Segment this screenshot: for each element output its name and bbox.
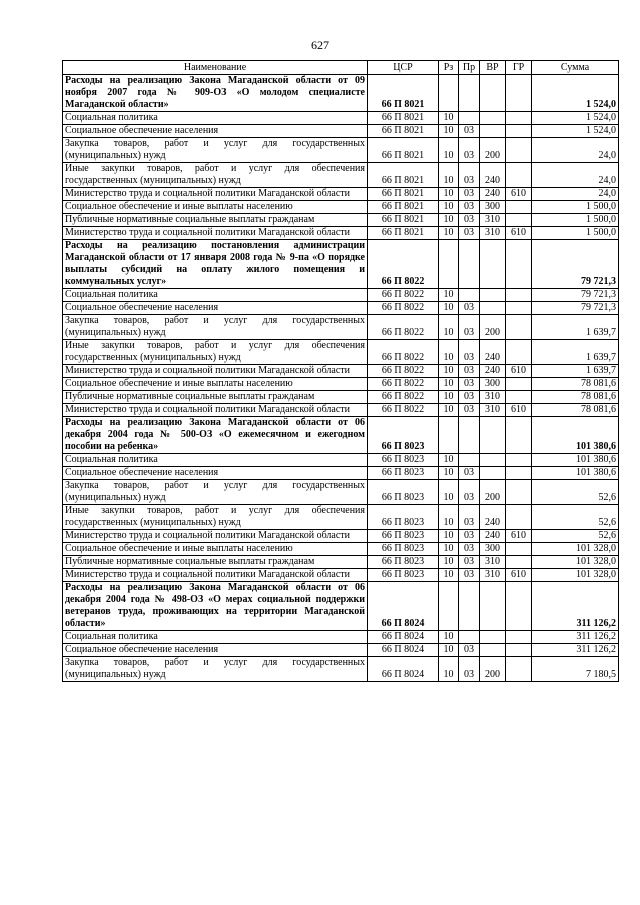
cell-sum: 79 721,3 xyxy=(532,289,619,302)
cell-csr: 66 П 8023 xyxy=(368,543,439,556)
cell-vr: 240 xyxy=(480,163,506,188)
cell-pr: 03 xyxy=(459,302,480,315)
cell-gr xyxy=(506,505,532,530)
cell-name: Расходы на реализацию постановления администрации Магаданской области от 17 января 2008 года № 9-па «О порядке выплаты субсидий на оплату жилого помещения и коммунальных услуг» xyxy=(63,240,368,289)
cell-name: Социальное обеспечение населения xyxy=(63,644,368,657)
cell-csr: 66 П 8021 xyxy=(368,214,439,227)
cell-sum: 311 126,2 xyxy=(532,644,619,657)
cell-name: Министерство труда и социальной политики Магаданской области xyxy=(63,227,368,240)
cell-csr: 66 П 8024 xyxy=(368,644,439,657)
cell-vr: 300 xyxy=(480,543,506,556)
cell-csr: 66 П 8022 xyxy=(368,302,439,315)
table-row xyxy=(63,138,619,163)
cell-vr: 300 xyxy=(480,201,506,214)
cell-csr: 66 П 8023 xyxy=(368,480,439,505)
cell-gr: 610 xyxy=(506,365,532,378)
cell-pr: 03 xyxy=(459,644,480,657)
cell-rz: 10 xyxy=(439,227,459,240)
cell-sum: 1 524,0 xyxy=(532,125,619,138)
cell-name: Публичные нормативные социальные выплаты гражданам xyxy=(63,556,368,569)
cell-vr xyxy=(480,240,506,289)
cell-gr xyxy=(506,556,532,569)
cell-vr xyxy=(480,75,506,112)
cell-csr: 66 П 8024 xyxy=(368,631,439,644)
cell-csr: 66 П 8024 xyxy=(368,582,439,631)
cell-name: Иные закупки товаров, работ и услуг для обеспечения государственных (муниципальных) нужд xyxy=(63,163,368,188)
cell-vr xyxy=(480,289,506,302)
table-row xyxy=(63,454,619,467)
table-row-section xyxy=(63,417,619,454)
cell-rz: 10 xyxy=(439,125,459,138)
cell-vr xyxy=(480,467,506,480)
cell-csr: 66 П 8022 xyxy=(368,289,439,302)
cell-name: Публичные нормативные социальные выплаты гражданам xyxy=(63,391,368,404)
cell-rz: 10 xyxy=(439,631,459,644)
cell-csr: 66 П 8021 xyxy=(368,125,439,138)
cell-csr: 66 П 8023 xyxy=(368,569,439,582)
cell-rz: 10 xyxy=(439,188,459,201)
cell-sum: 79 721,3 xyxy=(532,302,619,315)
cell-pr xyxy=(459,631,480,644)
cell-sum: 101 328,0 xyxy=(532,569,619,582)
cell-gr: 610 xyxy=(506,530,532,543)
cell-gr xyxy=(506,417,532,454)
cell-pr xyxy=(459,289,480,302)
cell-vr: 240 xyxy=(480,505,506,530)
cell-vr: 310 xyxy=(480,227,506,240)
table-row xyxy=(63,657,619,682)
cell-vr xyxy=(480,454,506,467)
cell-name: Иные закупки товаров, работ и услуг для обеспечения государственных (муниципальных) нужд xyxy=(63,340,368,365)
cell-sum: 1 500,0 xyxy=(532,214,619,227)
cell-sum: 101 328,0 xyxy=(532,543,619,556)
cell-rz: 10 xyxy=(439,340,459,365)
cell-sum: 79 721,3 xyxy=(532,240,619,289)
cell-vr xyxy=(480,112,506,125)
cell-name: Расходы на реализацию Закона Магаданской области от 06 декабря 2004 года № 498-ОЗ «О мерах социальной поддержки ветеранов труда, проживающих на территории Магаданской области» xyxy=(63,582,368,631)
table-row xyxy=(63,404,619,417)
cell-vr: 310 xyxy=(480,214,506,227)
table-row xyxy=(63,315,619,340)
cell-sum: 78 081,6 xyxy=(532,378,619,391)
table-row xyxy=(63,214,619,227)
table-row xyxy=(63,467,619,480)
cell-csr: 66 П 8021 xyxy=(368,227,439,240)
cell-gr xyxy=(506,289,532,302)
cell-name: Расходы на реализацию Закона Магаданской области от 06 декабря 2004 года № 500-ОЗ «О ежемесячном и ежегодном пособии на ребенка» xyxy=(63,417,368,454)
cell-csr: 66 П 8023 xyxy=(368,530,439,543)
cell-rz: 10 xyxy=(439,112,459,125)
cell-csr: 66 П 8022 xyxy=(368,240,439,289)
cell-vr: 310 xyxy=(480,556,506,569)
cell-name: Закупка товаров, работ и услуг для государственных (муниципальных) нужд xyxy=(63,138,368,163)
page-number: 627 xyxy=(311,38,329,52)
cell-name: Министерство труда и социальной политики Магаданской области xyxy=(63,530,368,543)
cell-gr xyxy=(506,631,532,644)
header-sum: Сумма xyxy=(532,61,619,75)
cell-vr: 200 xyxy=(480,315,506,340)
header-pr: Пр xyxy=(459,61,480,75)
cell-vr: 200 xyxy=(480,657,506,682)
cell-gr xyxy=(506,163,532,188)
cell-sum: 311 126,2 xyxy=(532,631,619,644)
table-row xyxy=(63,227,619,240)
table-row-section xyxy=(63,240,619,289)
cell-pr xyxy=(459,454,480,467)
cell-csr: 66 П 8023 xyxy=(368,467,439,480)
cell-pr: 03 xyxy=(459,556,480,569)
cell-gr xyxy=(506,480,532,505)
cell-vr: 240 xyxy=(480,530,506,543)
table-header-row xyxy=(63,61,619,75)
cell-pr: 03 xyxy=(459,227,480,240)
cell-gr xyxy=(506,75,532,112)
budget-table xyxy=(62,60,619,682)
table-row xyxy=(63,340,619,365)
cell-gr xyxy=(506,657,532,682)
cell-pr: 03 xyxy=(459,391,480,404)
cell-rz xyxy=(439,240,459,289)
cell-sum: 24,0 xyxy=(532,163,619,188)
table-row xyxy=(63,365,619,378)
cell-rz: 10 xyxy=(439,467,459,480)
cell-sum: 78 081,6 xyxy=(532,391,619,404)
cell-pr: 03 xyxy=(459,467,480,480)
cell-pr: 03 xyxy=(459,530,480,543)
cell-rz: 10 xyxy=(439,530,459,543)
table-row xyxy=(63,302,619,315)
table-row xyxy=(63,378,619,391)
cell-pr: 03 xyxy=(459,378,480,391)
cell-vr xyxy=(480,125,506,138)
cell-gr xyxy=(506,467,532,480)
cell-rz xyxy=(439,417,459,454)
cell-name: Публичные нормативные социальные выплаты гражданам xyxy=(63,214,368,227)
header-vr: ВР xyxy=(480,61,506,75)
cell-csr: 66 П 8021 xyxy=(368,201,439,214)
header-name: Наименование xyxy=(63,61,368,75)
cell-pr: 03 xyxy=(459,569,480,582)
cell-gr: 610 xyxy=(506,188,532,201)
cell-gr xyxy=(506,214,532,227)
cell-sum: 311 126,2 xyxy=(532,582,619,631)
cell-csr: 66 П 8022 xyxy=(368,365,439,378)
cell-name: Закупка товаров, работ и услуг для государственных (муниципальных) нужд xyxy=(63,480,368,505)
cell-rz xyxy=(439,75,459,112)
cell-csr: 66 П 8021 xyxy=(368,163,439,188)
cell-csr: 66 П 8023 xyxy=(368,417,439,454)
cell-name: Иные закупки товаров, работ и услуг для обеспечения государственных (муниципальных) нужд xyxy=(63,505,368,530)
cell-vr xyxy=(480,631,506,644)
table-row xyxy=(63,201,619,214)
table-row xyxy=(63,391,619,404)
cell-name: Социальное обеспечение и иные выплаты населению xyxy=(63,543,368,556)
cell-pr: 03 xyxy=(459,201,480,214)
cell-gr xyxy=(506,125,532,138)
table-row xyxy=(63,163,619,188)
cell-vr: 300 xyxy=(480,378,506,391)
cell-sum: 24,0 xyxy=(532,188,619,201)
cell-rz: 10 xyxy=(439,214,459,227)
cell-rz: 10 xyxy=(439,644,459,657)
cell-csr: 66 П 8023 xyxy=(368,505,439,530)
cell-rz: 10 xyxy=(439,315,459,340)
cell-name: Социальная политика xyxy=(63,631,368,644)
cell-gr xyxy=(506,391,532,404)
cell-sum: 1 524,0 xyxy=(532,75,619,112)
cell-gr: 610 xyxy=(506,227,532,240)
header-csr: ЦСР xyxy=(368,61,439,75)
cell-name: Министерство труда и социальной политики Магаданской области xyxy=(63,188,368,201)
cell-sum: 1 500,0 xyxy=(532,227,619,240)
table-row xyxy=(63,505,619,530)
cell-pr xyxy=(459,240,480,289)
cell-pr xyxy=(459,75,480,112)
cell-pr: 03 xyxy=(459,365,480,378)
cell-rz: 10 xyxy=(439,569,459,582)
cell-vr xyxy=(480,417,506,454)
cell-pr xyxy=(459,417,480,454)
header-gr: ГР xyxy=(506,61,532,75)
cell-pr: 03 xyxy=(459,657,480,682)
cell-sum: 7 180,5 xyxy=(532,657,619,682)
cell-name: Закупка товаров, работ и услуг для государственных (муниципальных) нужд xyxy=(63,315,368,340)
cell-rz: 10 xyxy=(439,201,459,214)
cell-vr: 240 xyxy=(480,365,506,378)
cell-gr xyxy=(506,201,532,214)
cell-vr: 240 xyxy=(480,340,506,365)
cell-pr: 03 xyxy=(459,188,480,201)
cell-name: Социальное обеспечение населения xyxy=(63,302,368,315)
cell-pr xyxy=(459,582,480,631)
table-row xyxy=(63,125,619,138)
cell-gr xyxy=(506,454,532,467)
cell-sum: 1 524,0 xyxy=(532,112,619,125)
cell-sum: 1 500,0 xyxy=(532,201,619,214)
cell-csr: 66 П 8023 xyxy=(368,556,439,569)
table-row xyxy=(63,556,619,569)
table-row xyxy=(63,569,619,582)
cell-vr: 310 xyxy=(480,404,506,417)
cell-rz: 10 xyxy=(439,365,459,378)
cell-csr: 66 П 8022 xyxy=(368,315,439,340)
cell-pr: 03 xyxy=(459,315,480,340)
cell-csr: 66 П 8022 xyxy=(368,378,439,391)
cell-gr: 610 xyxy=(506,569,532,582)
cell-vr: 240 xyxy=(480,188,506,201)
cell-rz: 10 xyxy=(439,289,459,302)
table-row xyxy=(63,289,619,302)
table-row xyxy=(63,631,619,644)
cell-gr xyxy=(506,582,532,631)
cell-gr xyxy=(506,138,532,163)
cell-name: Социальное обеспечение и иные выплаты населению xyxy=(63,378,368,391)
cell-vr: 200 xyxy=(480,138,506,163)
cell-name: Социальная политика xyxy=(63,112,368,125)
cell-gr xyxy=(506,644,532,657)
cell-name: Социальное обеспечение населения xyxy=(63,125,368,138)
cell-rz: 10 xyxy=(439,454,459,467)
cell-vr xyxy=(480,302,506,315)
cell-sum: 78 081,6 xyxy=(532,404,619,417)
cell-gr xyxy=(506,112,532,125)
cell-name: Министерство труда и социальной политики Магаданской области xyxy=(63,569,368,582)
cell-sum: 101 380,6 xyxy=(532,467,619,480)
cell-pr: 03 xyxy=(459,214,480,227)
cell-csr: 66 П 8023 xyxy=(368,454,439,467)
table-row-section xyxy=(63,75,619,112)
cell-rz: 10 xyxy=(439,404,459,417)
cell-rz: 10 xyxy=(439,391,459,404)
cell-sum: 52,6 xyxy=(532,480,619,505)
cell-name: Министерство труда и социальной политики Магаданской области xyxy=(63,404,368,417)
cell-name: Социальная политика xyxy=(63,454,368,467)
cell-sum: 101 380,6 xyxy=(532,454,619,467)
cell-vr: 200 xyxy=(480,480,506,505)
cell-vr: 310 xyxy=(480,391,506,404)
cell-gr xyxy=(506,302,532,315)
header-rz: Рз xyxy=(439,61,459,75)
cell-csr: 66 П 8022 xyxy=(368,391,439,404)
cell-rz: 10 xyxy=(439,378,459,391)
cell-vr: 310 xyxy=(480,569,506,582)
cell-sum: 1 639,7 xyxy=(532,340,619,365)
table-row xyxy=(63,543,619,556)
cell-rz: 10 xyxy=(439,543,459,556)
cell-sum: 1 639,7 xyxy=(532,365,619,378)
cell-csr: 66 П 8024 xyxy=(368,657,439,682)
cell-name: Социальное обеспечение населения xyxy=(63,467,368,480)
table-row-section xyxy=(63,582,619,631)
cell-sum: 1 639,7 xyxy=(532,315,619,340)
cell-csr: 66 П 8022 xyxy=(368,404,439,417)
cell-rz: 10 xyxy=(439,138,459,163)
cell-pr: 03 xyxy=(459,505,480,530)
table-row xyxy=(63,112,619,125)
cell-pr xyxy=(459,112,480,125)
cell-vr xyxy=(480,644,506,657)
cell-name: Закупка товаров, работ и услуг для государственных (муниципальных) нужд xyxy=(63,657,368,682)
cell-rz xyxy=(439,582,459,631)
cell-rz: 10 xyxy=(439,163,459,188)
cell-pr: 03 xyxy=(459,163,480,188)
cell-name: Расходы на реализацию Закона Магаданской области от 09 ноября 2007 года № 909-ОЗ «О молодом специалисте Магаданской области» xyxy=(63,75,368,112)
cell-rz: 10 xyxy=(439,556,459,569)
cell-sum: 52,6 xyxy=(532,505,619,530)
cell-rz: 10 xyxy=(439,302,459,315)
cell-csr: 66 П 8021 xyxy=(368,188,439,201)
cell-csr: 66 П 8021 xyxy=(368,112,439,125)
cell-sum: 24,0 xyxy=(532,138,619,163)
cell-csr: 66 П 8021 xyxy=(368,138,439,163)
table-row xyxy=(63,188,619,201)
cell-gr xyxy=(506,378,532,391)
table-row xyxy=(63,644,619,657)
cell-name: Социальное обеспечение и иные выплаты населению xyxy=(63,201,368,214)
cell-csr: 66 П 8022 xyxy=(368,340,439,365)
cell-rz: 10 xyxy=(439,657,459,682)
cell-name: Министерство труда и социальной политики Магаданской области xyxy=(63,365,368,378)
cell-pr: 03 xyxy=(459,340,480,365)
cell-vr xyxy=(480,582,506,631)
cell-sum: 101 380,6 xyxy=(532,417,619,454)
cell-gr xyxy=(506,315,532,340)
cell-pr: 03 xyxy=(459,543,480,556)
cell-pr: 03 xyxy=(459,404,480,417)
cell-gr xyxy=(506,240,532,289)
cell-gr: 610 xyxy=(506,404,532,417)
table-row xyxy=(63,530,619,543)
cell-gr xyxy=(506,340,532,365)
cell-pr: 03 xyxy=(459,125,480,138)
cell-name: Социальная политика xyxy=(63,289,368,302)
cell-rz: 10 xyxy=(439,480,459,505)
cell-csr: 66 П 8021 xyxy=(368,75,439,112)
cell-gr xyxy=(506,543,532,556)
cell-rz: 10 xyxy=(439,505,459,530)
table-row xyxy=(63,480,619,505)
cell-sum: 52,6 xyxy=(532,530,619,543)
cell-pr: 03 xyxy=(459,138,480,163)
cell-pr: 03 xyxy=(459,480,480,505)
cell-sum: 101 328,0 xyxy=(532,556,619,569)
